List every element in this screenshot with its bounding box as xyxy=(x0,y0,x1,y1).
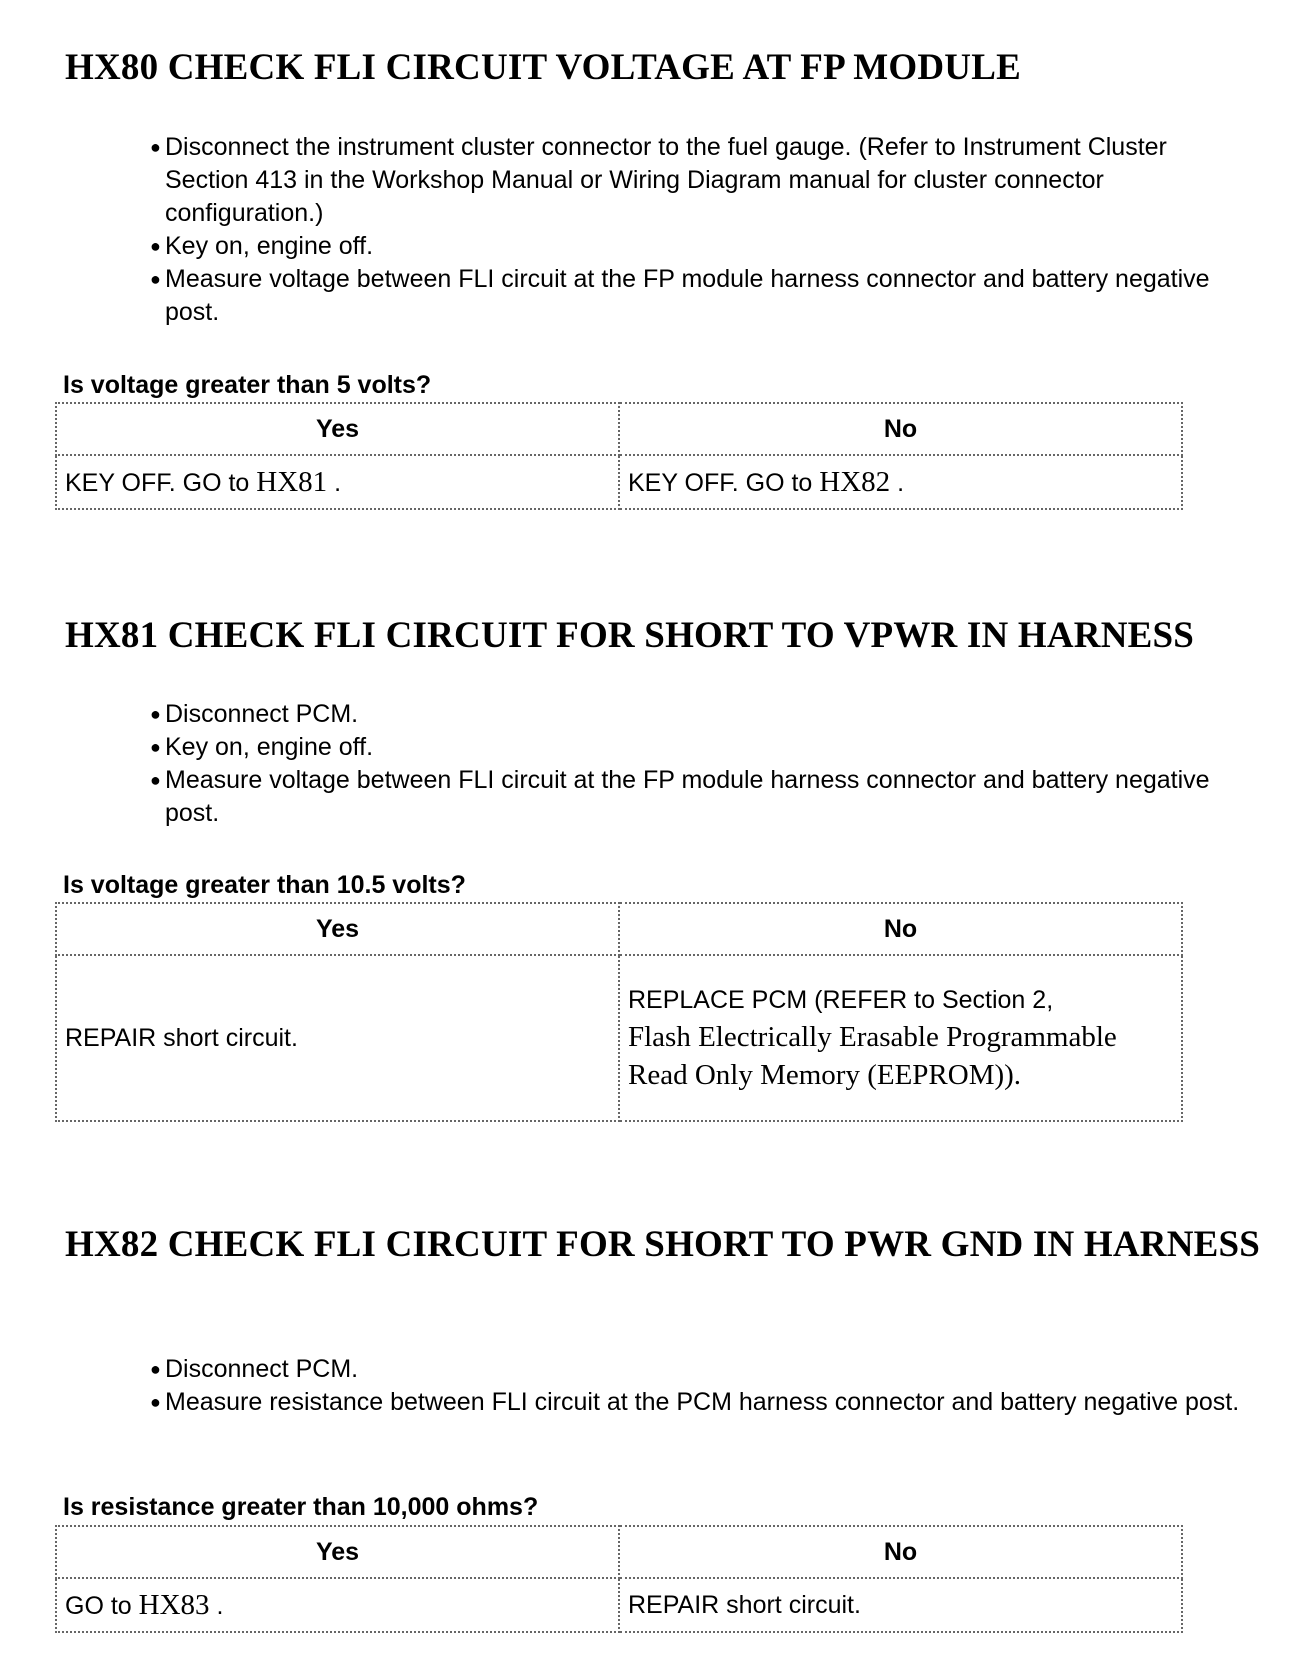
no-cell: KEY OFF. GO to HX82 . xyxy=(619,455,1182,509)
decision-question: Is voltage greater than 10.5 volts? xyxy=(63,871,466,899)
step-item: ● Disconnect the instrument cluster connector to the fuel gauge. (Refer to Instrument Cluster Section 413 in the Workshop Manual or Wiring Diagram manual for cluster connector configuration.) xyxy=(150,133,1167,227)
section-heading: HX81 CHECK FLI CIRCUIT FOR SHORT TO VPWR IN HARNESS xyxy=(65,615,1195,656)
step-item: ● Key on, engine off. xyxy=(140,731,1250,764)
step-item: ● Disconnect PCM. xyxy=(140,698,1250,731)
answer-table xyxy=(55,402,1183,510)
bullet-icon: ● xyxy=(150,269,161,289)
step-item: ● Key on, engine off. xyxy=(140,230,1250,263)
section-link-eeprom[interactable]: Flash Electrically Erasable Programmable Read Only Memory (EEPROM)). xyxy=(628,1020,1117,1091)
no-cell: REPAIR short circuit. xyxy=(619,1578,1182,1632)
step-link-hx81[interactable]: HX81 xyxy=(256,465,328,498)
yes-cell: REPAIR short circuit. xyxy=(56,955,619,1121)
no-cell: REPLACE PCM (REFER to Section 2, Flash Electrically Erasable Programmable Read Only Memory (EEPROM)). xyxy=(619,955,1182,1121)
bullet-icon: ● xyxy=(150,236,161,256)
answer-table xyxy=(55,902,1183,1122)
yes-cell: GO to HX83 . xyxy=(56,1578,619,1632)
bullet-icon: ● xyxy=(150,770,161,790)
step-list xyxy=(140,698,1250,830)
decision-question: Is resistance greater than 10,000 ohms? xyxy=(63,1493,539,1521)
bullet-icon: ● xyxy=(150,1392,161,1412)
yes-cell: KEY OFF. GO to HX81 . xyxy=(56,455,619,509)
step-item: ● Measure voltage between FLI circuit at the FP module harness connector and battery negative post. xyxy=(150,265,1210,326)
section-heading: HX80 CHECK FLI CIRCUIT VOLTAGE AT FP MODULE xyxy=(65,47,1021,88)
no-header: No xyxy=(619,903,1182,955)
step-list xyxy=(140,1353,1250,1419)
step-link-hx82[interactable]: HX82 xyxy=(819,465,891,498)
step-item: ● Measure resistance between FLI circuit at the PCM harness connector and battery negative post. xyxy=(140,1386,1250,1419)
no-header: No xyxy=(619,1526,1182,1578)
answer-table xyxy=(55,1525,1183,1633)
step-item: ● Disconnect PCM. xyxy=(140,1353,1250,1386)
step-link-hx83[interactable]: HX83 xyxy=(138,1588,210,1621)
yes-header: Yes xyxy=(56,403,619,455)
decision-question: Is voltage greater than 5 volts? xyxy=(63,371,432,399)
bullet-icon: ● xyxy=(150,737,161,757)
bullet-icon: ● xyxy=(150,1359,161,1379)
section-heading: HX82 CHECK FLI CIRCUIT FOR SHORT TO PWR GND IN HARNESS xyxy=(65,1224,1261,1265)
yes-header: Yes xyxy=(56,903,619,955)
step-item: ● Measure voltage between FLI circuit at the FP module harness connector and battery negative post. xyxy=(150,766,1210,827)
no-header: No xyxy=(619,403,1182,455)
bullet-icon: ● xyxy=(150,137,161,157)
yes-header: Yes xyxy=(56,1526,619,1578)
bullet-icon: ● xyxy=(150,704,161,724)
step-list xyxy=(140,131,1250,329)
